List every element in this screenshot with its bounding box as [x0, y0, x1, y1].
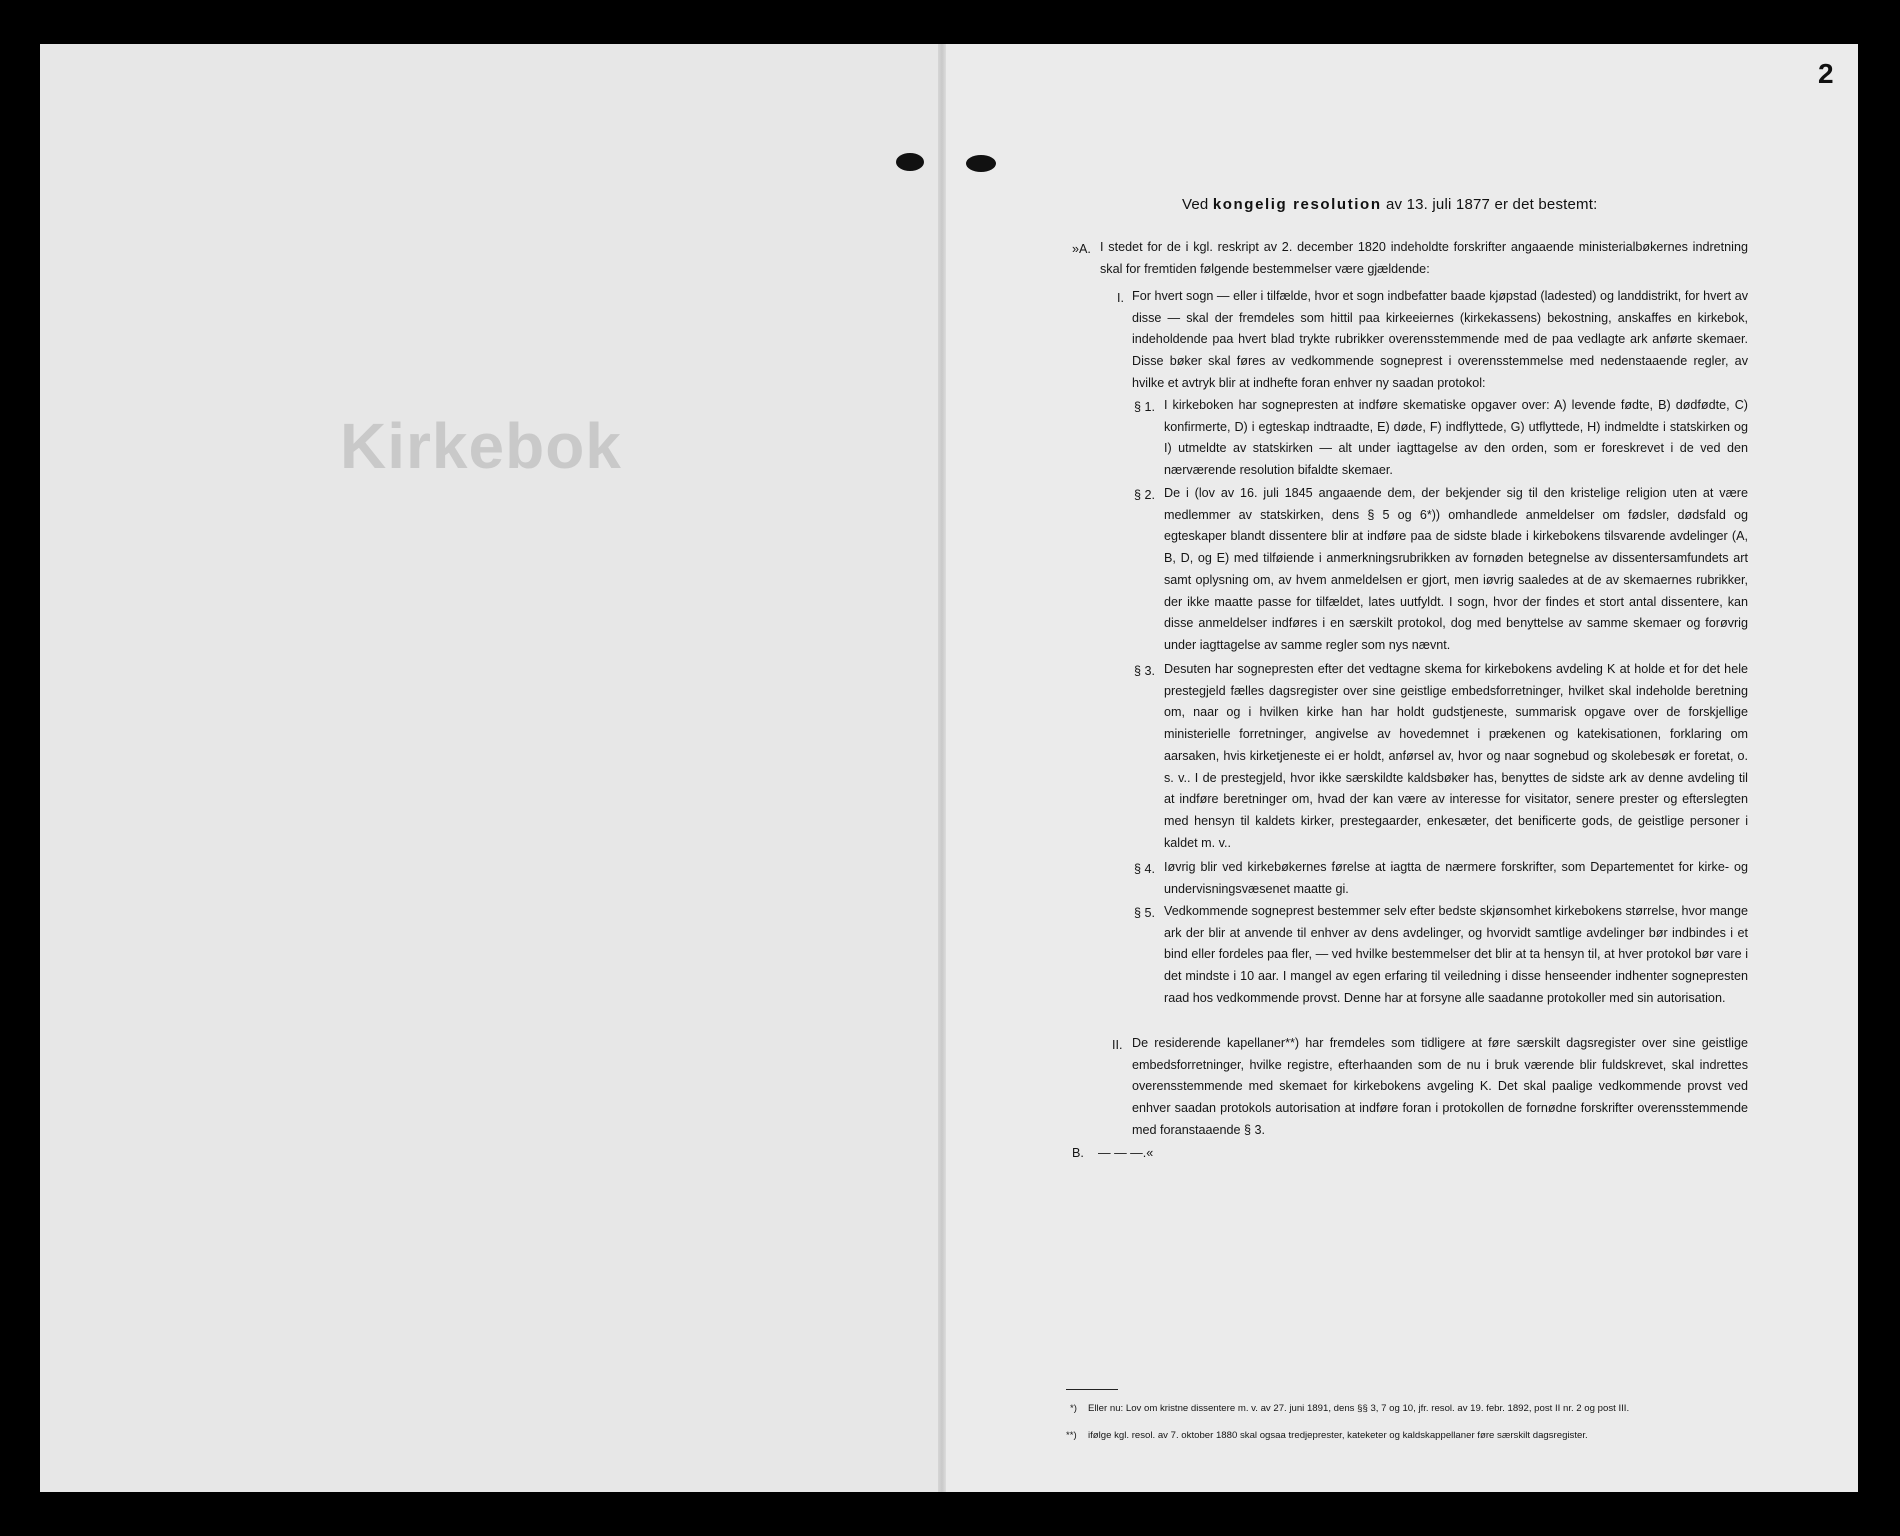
heading-pre: Ved: [1182, 196, 1209, 213]
section-B-text: — — —.«: [1098, 1146, 1154, 1160]
section-A-marker: »A.: [1072, 242, 1091, 256]
gutter: [938, 44, 946, 1492]
ink-blot: [896, 153, 924, 171]
footnote-2-text: ifølge kgl. resol. av 7. oktober 1880 skal ogsaa tredjeprester, kateketer og kaldskappellaner føre særskilt dagsregister.: [1088, 1430, 1588, 1441]
paragraph-1-marker: § 1.: [1134, 400, 1156, 414]
paragraph-4-marker: § 4.: [1134, 862, 1156, 876]
footnote-2-marker: **): [1066, 1430, 1077, 1441]
ghost-title: Kirkebok: [340, 410, 622, 482]
paragraph-3-marker: § 3.: [1134, 664, 1156, 678]
paragraph-4-text: Iøvrig blir ved kirkebøkernes førelse at iagtta de nærmere forskrifter, som Departementet for kirke- og undervisningsvæsenet maatte gi.: [1164, 860, 1748, 896]
section-I-marker: I.: [1117, 291, 1124, 305]
footnote-rule: [1066, 1389, 1118, 1390]
section-II-marker: II.: [1112, 1038, 1123, 1052]
paragraph-5-text: Vedkommende sogneprest bestemmer selv efter bedste skjønsomhet kirkebokens størrelse, hvor mange ark der blir at anvende til enhver av dens avdelinger, og hvorvidt samtlige avdelinger bør indbindes i et bind eller fordeles paa fler, — ved hvilke bestemmelser det blir at ta hensyn til, at hver protokol bør vare i det mindste i 10 aar. I mangel av egen erfaring til veiledning i disse henseender indhenter sognepresten raad hos vedkommende provst. Denne har at forsyne alle saadanne protokoller med sin autorisation.: [1164, 904, 1748, 1005]
section-A-text: I stedet for de i kgl. reskript av 2. december 1820 indeholdte forskrifter angaaende ministerialbøkernes indretning skal for fremtiden følgende bestemmelser være gjældende:: [1100, 240, 1748, 276]
heading-bold: kongelig resolution: [1212, 196, 1382, 213]
section-II-text: De residerende kapellaner**) har fremdeles som tidligere at føre særskilt dagsregister over sine geistlige embedsforretninger, hvilke registre, efterhaanden som de nu i bruk værende blir fuldskrevet, skal indrettes overensstemmende med skemaet for kirkebokens avgeling K. Det skal paalige vedkommende provst ved enhver saadan protokols autorisation at indføre foran i protokollen de fornødne forskrifter overensstemmende med foranstaaende § 3.: [1132, 1036, 1748, 1137]
resolution-heading: [1182, 196, 1598, 213]
paragraph-2-text: De i (lov av 16. juli 1845 angaaende dem, der bekjender sig til den kristelige religion uten at være medlemmer av statskirken, dens § 5 og 6*)) omhandlede anmeldelser om fødsler, dødsfald og egteskaper blandt dissentere blir at indføre paa de sidste blade i kirkebokens tilsvarende avdelinger (A, B, D, og E) med tilføiende i anmerkningsrubrikken av fornøden betegnelse av dissentersamfundets art samt oplysning om, av hvem anmeldelsen er gjort, men iøvrig saaledes at de av skemaernes rubrikker, der ikke maatte passe for tilfældet, lates uutfyldt. I sogn, hvor der findes et stort antal dissentere, kan disse anmeldelser indføres i en særskilt protokol, dog med benyttelse av samme skemaer og forøvrig under iagttagelse av samme regler som nys nævnt.: [1164, 486, 1748, 652]
footnote-1-marker: *): [1070, 1403, 1077, 1414]
section-B-marker: B.: [1072, 1146, 1084, 1160]
ink-blot: [966, 155, 996, 172]
paragraph-1-text: I kirkeboken har sognepresten at indføre skematiske opgaver over: A) levende fødte, B) dødfødte, C) konfirmerte, D) i egteskap indtraadte, E) døde, F) indflyttede, G) utflyttede, H) indmeldte i statskirken og I) utmeldte av statskirken — alt under iagttagelse av den orden, som er foreskrevet i de ved den nærværende resolution bifaldte skemaer.: [1164, 398, 1748, 478]
footnote-1-text: Eller nu: Lov om kristne dissentere m. v. av 27. juni 1891, dens §§ 3, 7 og 10, jfr. resol. av 19. febr. 1892, post II nr. 2 og post III.: [1088, 1403, 1630, 1414]
paragraph-3-text: Desuten har sognepresten efter det vedtagne skema for kirkebokens avdeling K at holde et for det hele prestegjeld fælles dagsregister over sine geistlige embedsforretninger, hvilket skal indeholde beretning om, naar og i hvilken kirke han har holdt gudstjeneste, summarisk opgave over de forskjellige ministerielle forretninger, angivelse av hovedemnet i prækenen og katekisationen, forklaring om aarsaken, hvis kirketjeneste ei er holdt, anførsel av, hvor og naar sognebud og skolebesøk er foretat, o. s. v.. I de prestegjeld, hvor ikke særskildte kaldsbøker has, benyttes de sidste ark av denne avdeling til at indføre beretninger om, hvad der kan være av interesse for visitator, senere prester og efterslegten med hensyn til kaldets kirker, prestegaarder, enkesæter, det benificerte gods, de geistlige personer i kaldet m. v..: [1164, 662, 1748, 850]
heading-post: av 13. juli 1877 er det bestemt:: [1385, 196, 1598, 213]
paragraph-5-marker: § 5.: [1134, 906, 1156, 920]
left-page: [40, 44, 940, 1492]
page-number: 2: [1818, 58, 1834, 89]
section-I-text: For hvert sogn — eller i tilfælde, hvor et sogn indbefatter baade kjøpstad (ladested) og landdistrikt, for hvert av disse — skal der fremdeles som hittil paa kirkeeiernes (kirkekassens) bekostning, anskaffes en kirkebok, indeholdende paa hvert blad trykte rubrikker overensstemmende med de paa vedlagte ark anførte skemaer. Disse bøker skal føres av vedkommende sogneprest i overensstemmelse med nedenstaaende regler, av hvilke et avtryk blir at indhefte foran enhver ny saadan protokol:: [1132, 289, 1748, 390]
paragraph-2-marker: § 2.: [1134, 488, 1156, 502]
